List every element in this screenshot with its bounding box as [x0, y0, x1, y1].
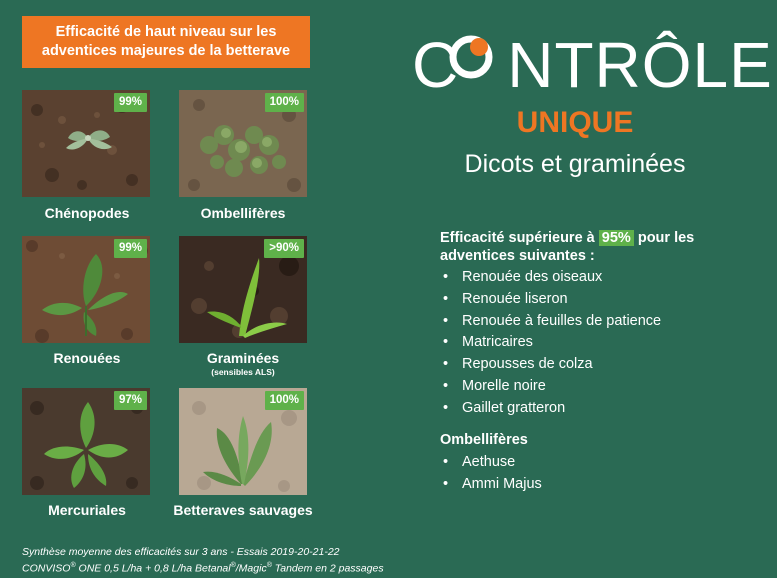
caption-renouees: [12, 350, 162, 367]
efficacy-highlight: 95%: [599, 230, 634, 246]
list-item: • Gaillet gratteron: [440, 398, 661, 420]
dose-text: ONE 0,5 L/ha + 0,8 L/ha Betanal: [75, 562, 231, 575]
list-item: • Renouée des oiseaux: [440, 267, 661, 289]
efficacy-badge: 97%: [114, 391, 147, 410]
brand-logo: [412, 29, 773, 101]
weed-name: Graminées: [206, 350, 280, 366]
weed-name: Renouées: [53, 350, 121, 366]
photo-mercuriales: [22, 388, 150, 495]
list-item: • Renouée liseron: [440, 289, 661, 311]
photo-renouees: [22, 236, 150, 343]
caption-mercuriales: [12, 502, 162, 519]
dose-text: Tandem en 2 passages: [271, 562, 384, 575]
weed-subnote: (sensibles ALS): [211, 367, 275, 377]
product-name: /Magic: [235, 562, 267, 575]
efficacy-heading: [440, 229, 740, 265]
efficacy-badge: 100%: [265, 391, 304, 410]
weed-name: Ombellifères: [200, 205, 286, 221]
list-item: • Renouée à feuilles de patience: [440, 311, 661, 333]
footnote: [22, 545, 384, 576]
caption-graminees: [168, 350, 318, 377]
list-item: • Repousses de colza: [440, 354, 661, 376]
efficacy-after: pour les adventices suivantes :: [440, 230, 695, 264]
efficacy-badge: 100%: [265, 93, 304, 112]
registered-mark: ®: [230, 562, 236, 569]
footnote-line1: Synthèse moyenne des efficacités sur 3 ans - Essais 2019-20-21-22: [22, 546, 340, 558]
ombelliferes-heading: Ombellifères: [440, 432, 528, 448]
brand-o-icon: [448, 34, 494, 80]
caption-ombelliferes: [168, 205, 318, 222]
caption-chenopodes: [12, 205, 162, 222]
efficacy-before: Efficacité supérieure à: [440, 230, 595, 246]
ombelliferes-list: [440, 452, 542, 496]
efficacy-badge: 99%: [114, 239, 147, 258]
headline-banner: [22, 16, 310, 68]
brand-prefix: C: [412, 29, 460, 101]
photo-betteraves: [179, 388, 307, 495]
weed-name: Chénopodes: [44, 205, 130, 221]
unique-heading: UNIQUE: [516, 106, 634, 139]
list-item: • Ammi Majus: [440, 474, 542, 496]
subtitle: Dicots et graminées: [464, 150, 686, 178]
headline-text: Efficacité de haut niveau sur les adventices majeures de la betterave: [41, 24, 291, 59]
brand-suffix: NTRÔLE: [507, 29, 773, 101]
list-item: • Morelle noire: [440, 376, 661, 398]
footnote-line2: [22, 559, 384, 576]
registered-mark: ®: [70, 562, 76, 569]
photo-ombelliferes: [179, 90, 307, 197]
list-item: • Matricaires: [440, 332, 661, 354]
product-name: CONVISO: [22, 562, 71, 575]
caption-betteraves: [168, 502, 318, 519]
efficacy-badge: >90%: [264, 239, 304, 258]
photo-chenopodes: [22, 90, 150, 197]
registered-mark: ®: [266, 562, 272, 569]
weed-name: Betteraves sauvages: [173, 502, 313, 518]
photo-graminees: [179, 236, 307, 343]
efficacy-list: [440, 267, 661, 420]
efficacy-badge: 99%: [114, 93, 147, 112]
weed-name: Mercuriales: [48, 502, 126, 518]
list-item: • Aethuse: [440, 452, 542, 474]
